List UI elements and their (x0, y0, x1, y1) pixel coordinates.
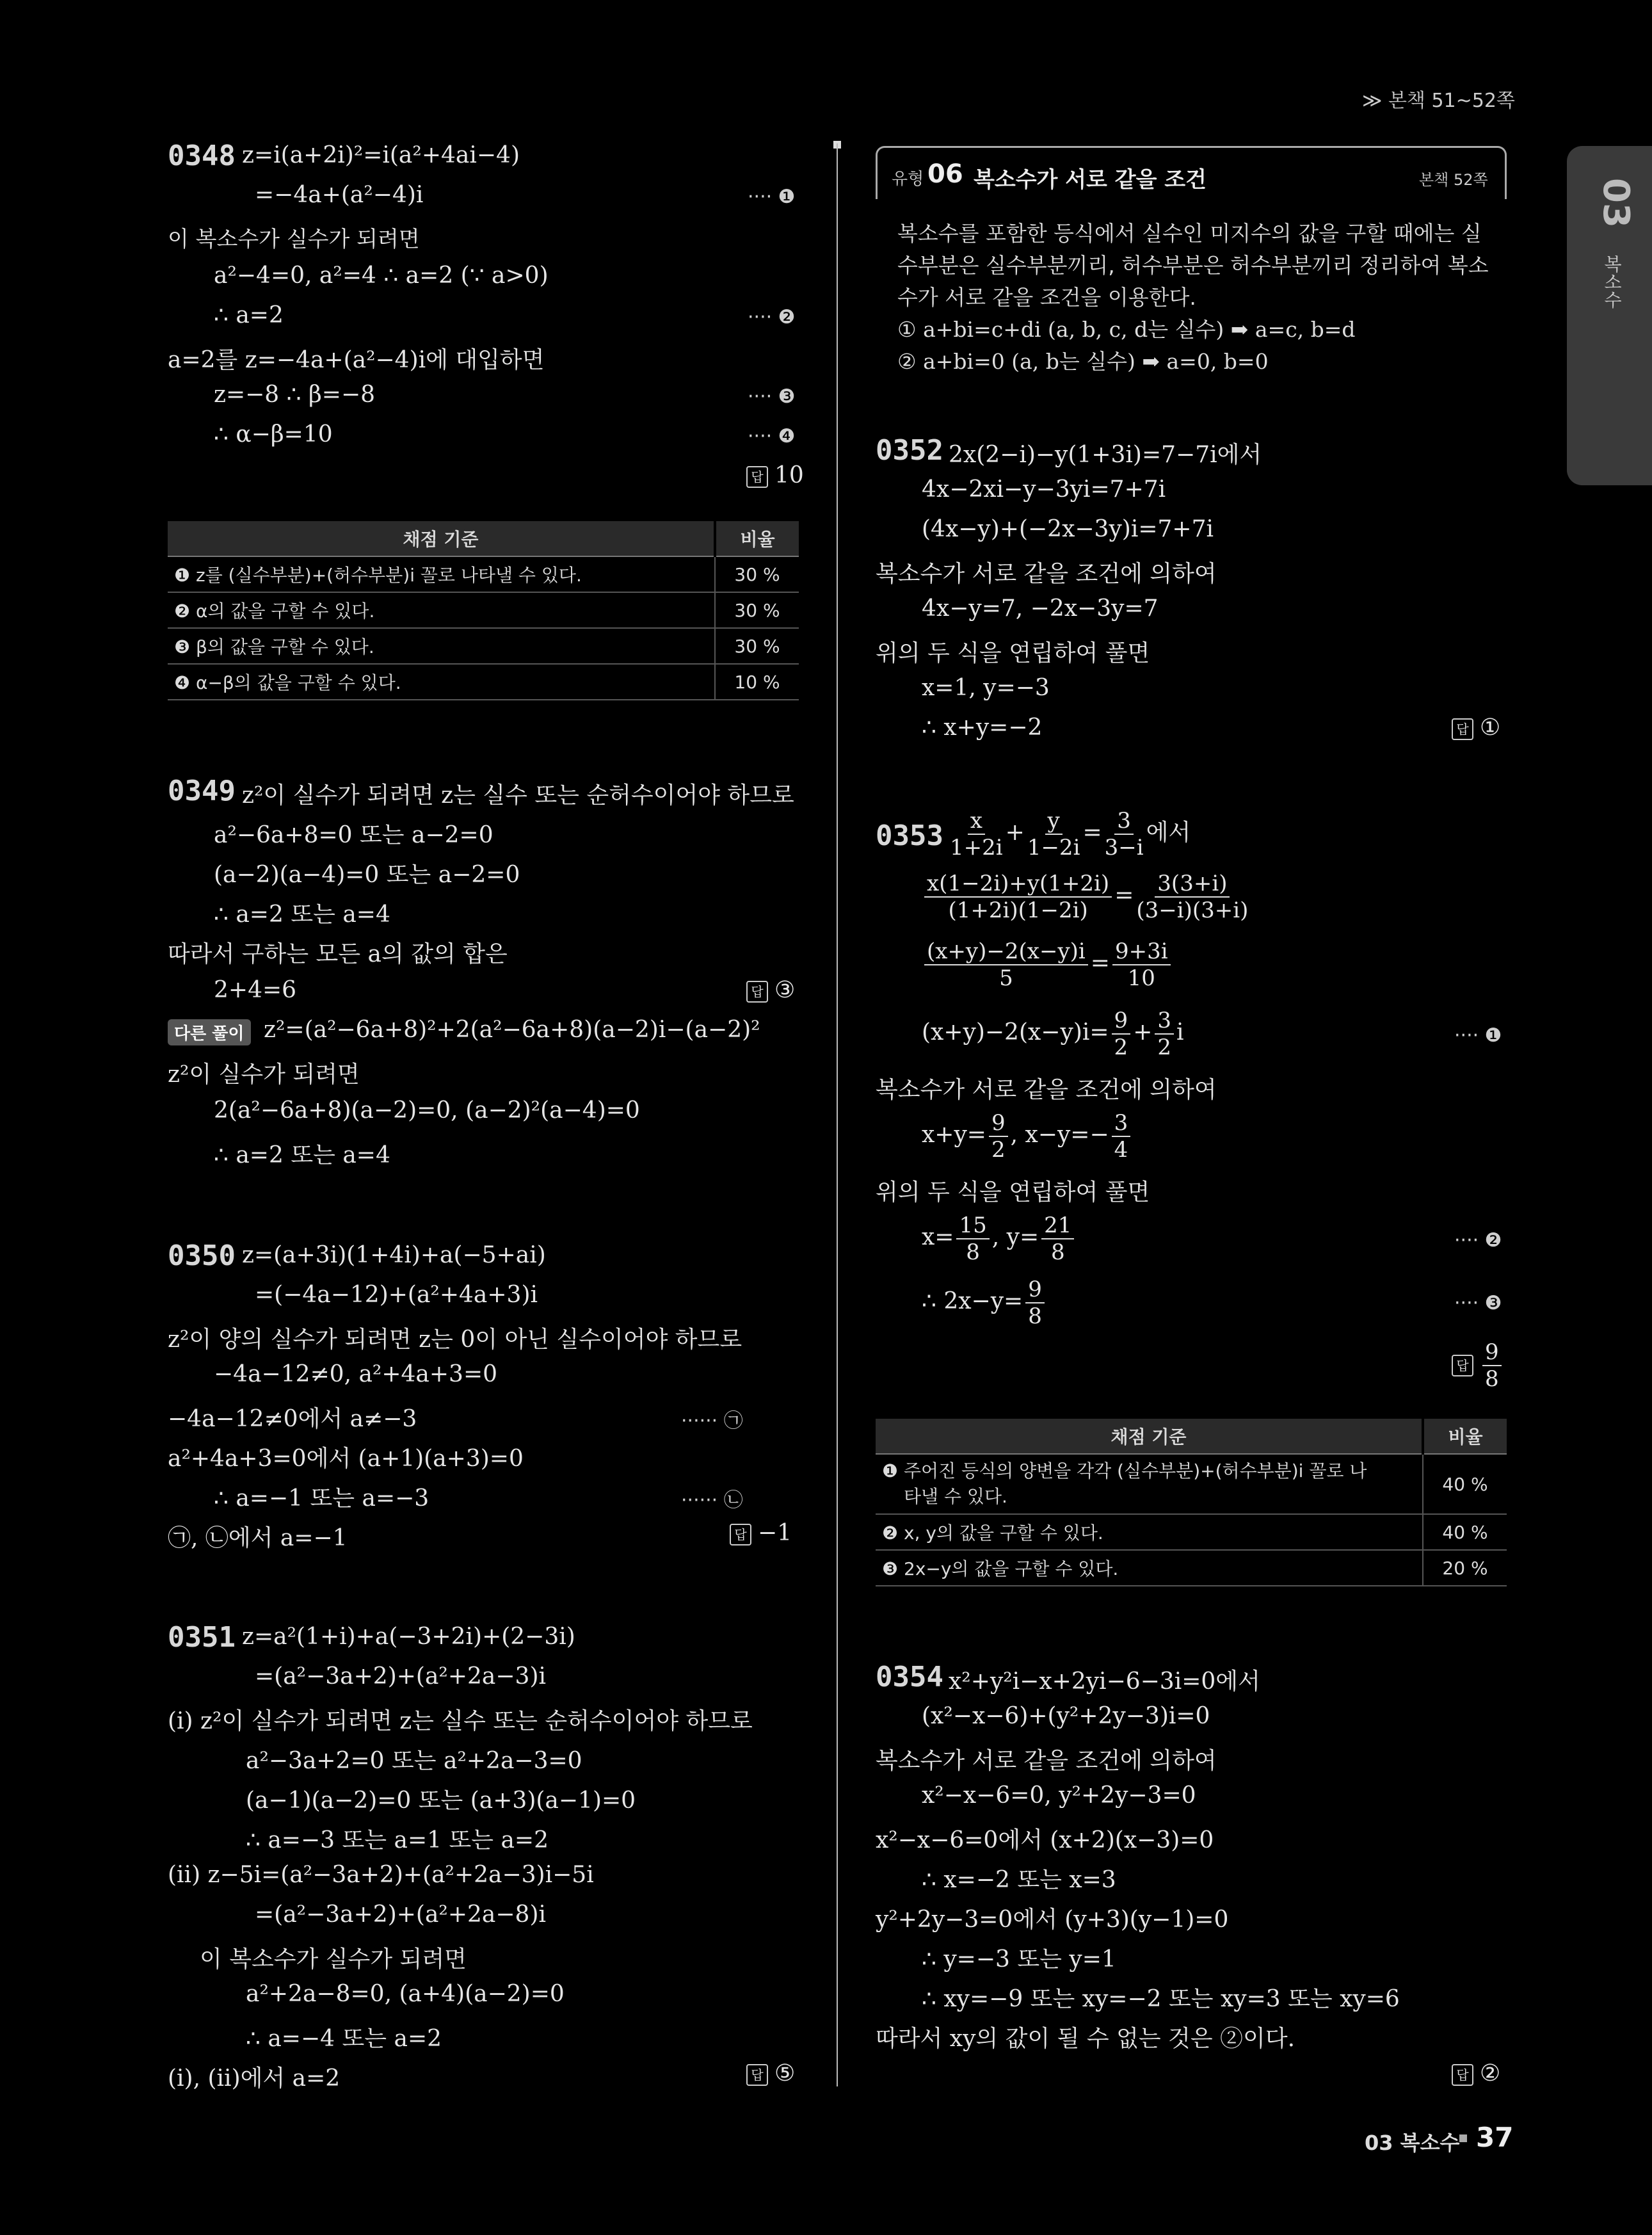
math-line: (4x−y)+(−2x−3y)i=7+7i (922, 516, 1214, 542)
math-line: z=−8 ∴ β=−8 (214, 382, 376, 408)
math-line: z=(a+3i)(1+4i)+a(−5+ai) (242, 1242, 546, 1268)
text-line: 위의 두 식을 연립하여 풀면 (876, 640, 1150, 666)
step-mark-1: ···· ❶ (748, 186, 796, 208)
table-row: ❷ x, y의 값을 구할 수 있다. 40 % (876, 1514, 1507, 1550)
text-line: 따라서 구하는 모든 a의 값의 합은 (168, 941, 508, 967)
type-06-header (876, 146, 1507, 199)
math-line: (ⅱ) z−5i=(a²−3a+2)+(a²+2a−3)i−5i (168, 1862, 594, 1888)
math-line: x²−x−6=0, y²+2y−3=0 (922, 1782, 1196, 1809)
problem-number: 0350 (168, 1239, 236, 1272)
scoring-table-0348 (168, 521, 799, 700)
math-line: x+y= $\frac{9}{2}$ , x−y=− $\frac{3}{4}$ (922, 1110, 1133, 1163)
math-line: ㉠, ㉡에서 a=−1 (168, 1525, 348, 1551)
table-header-criteria: 채점 기준 (876, 1419, 1423, 1454)
math-line: ∴ x=−2 또는 x=3 (922, 1867, 1116, 1893)
text-line: 위의 두 식을 연립하여 풀면 (876, 1179, 1150, 1206)
math-line: $\frac{(x+y)-2(x-y)i}{5}$ = $\frac{9+3i}{10}$ (922, 939, 1173, 991)
chapter-label: 복소수 (1601, 255, 1623, 309)
math-line: (a−1)(a−2)=0 또는 (a+3)(a−1)=0 (246, 1787, 636, 1814)
math-line: ∴ a=−3 또는 a=1 또는 a=2 (246, 1827, 549, 1853)
text-line: z²이 양의 실수가 되려면 z는 0이 아닌 실수이어야 하므로 (168, 1327, 742, 1353)
table-row: ❶ z를 (실수부분)+(허수부분)i 꼴로 나타낼 수 있다. 30 % (168, 556, 799, 592)
answer-icon: 답 (1452, 718, 1473, 740)
math-line: z=a²(1+i)+a(−3+2i)+(2−3i) (242, 1624, 575, 1650)
answer: 답 $\frac{9}{8}$ (1452, 1339, 1504, 1392)
answer-icon: 답 (746, 2064, 768, 2086)
math-line: z²=(a²−6a+8)²+2(a²−6a+8)(a−2)i−(a−2)² (264, 1017, 760, 1043)
math-line: ∴ a=2 또는 a=4 (214, 901, 390, 928)
step-mark-4: ···· ❹ (748, 425, 796, 448)
ref-mark-a: ······ ㉠ (681, 1410, 743, 1432)
table-row: ❹ α−β의 값을 구할 수 있다. 10 % (168, 664, 799, 700)
math-line: ∴ α−β=10 (214, 421, 333, 448)
text-line: 이 복소수가 실수가 되려면 (168, 227, 420, 252)
type-ref: 본책 52쪽 (1419, 171, 1488, 189)
step-mark-1: ···· ❶ (1454, 1024, 1502, 1047)
step-mark-3: ···· ❸ (748, 385, 796, 408)
table-row: ❶ 주어진 등식의 양변을 각각 (실수부분)+(허수부분)i 꼴로 나 타낼 수 있다. 40 % (876, 1454, 1507, 1514)
math-line: 2x(2−i)−y(1+3i)=7−7i에서 (949, 442, 1262, 468)
math-line: =(−4a−12)+(a²+4a+3)i (255, 1282, 538, 1308)
text-line: 복소수가 서로 같을 조건에 의하여 (876, 1748, 1217, 1774)
table-row: ❷ α의 값을 구할 수 있다. 30 % (168, 592, 799, 628)
text-line: 복소수가 서로 같을 조건에 의하여 (876, 561, 1217, 587)
math-line: a²+2a−8=0, (a+4)(a−2)=0 (246, 1981, 565, 2007)
math-line: a²−3a+2=0 또는 a²+2a−3=0 (246, 1748, 582, 1774)
alt-solution-badge: 다른 풀이 (168, 1019, 251, 1045)
math-line: =(a²−3a+2)+(a²+2a−8)i (255, 1901, 547, 1928)
math-line: (ⅰ), (ⅱ)에서 a=2 (168, 2065, 341, 2092)
step-mark-2: ···· ❷ (748, 306, 796, 328)
answer: 답 ③ (746, 977, 795, 1003)
math-line: $\frac{x}{1+2i}$ + $\frac{y}{1-2i}$ = $\frac{3}{3-i}$ 에서 (950, 808, 1191, 860)
column-divider (837, 143, 838, 2086)
math-line: (x+y)−2(x−y)i= $\frac{9}{2}$ + $\frac{3}{2}$ i (922, 1008, 1184, 1060)
problem-number: 0351 (168, 1621, 236, 1654)
page-number: 37 (1476, 2122, 1514, 2153)
text-line: (ⅰ) z²이 실수가 되려면 z는 실수 또는 순허수이어야 하므로 (168, 1708, 753, 1734)
answer-icon: 답 (1452, 2064, 1473, 2086)
math-line: a²−6a+8=0 또는 a−2=0 (214, 822, 493, 848)
footer-chapter: 03 복소수 (1365, 2131, 1460, 2155)
math-line: ∴ a=−1 또는 a=−3 (214, 1485, 429, 1512)
table-header-ratio: 비율 (715, 521, 799, 556)
page-reference: ≫ 본책 51~52쪽 (1362, 90, 1515, 112)
table-row: ❸ 2x−y의 값을 구할 수 있다. 20 % (876, 1550, 1507, 1586)
type-label: 유형 (892, 170, 924, 189)
math-line: ∴ 2x−y= $\frac{9}{8}$ (922, 1277, 1047, 1329)
table-row: ❸ β의 값을 구할 수 있다. 30 % (168, 628, 799, 664)
ref-mark-b: ······ ㉡ (681, 1489, 743, 1512)
problem-number: 0354 (876, 1661, 943, 1693)
type-06-description: 복소수를 포함한 등식에서 실수인 미지수의 값을 구할 때에는 실 수부분은 실수부분끼리, 허수부분은 허수부분끼리 정리하여 복소 수가 서로 같을 조건을 이용한다. ① a+bi=c+di (a, b, c, d는 실수) ➡ a=c, b=d ② a+bi=0 (a, b는 실수) ➡ a=0, b=0 (897, 221, 1489, 374)
answer-icon: 답 (1452, 1355, 1473, 1376)
math-line: (a−2)(a−4)=0 또는 a−2=0 (214, 862, 520, 888)
type-number: 06 (927, 159, 963, 189)
math-line: ∴ xy=−9 또는 xy=−2 또는 xy=3 또는 xy=6 (922, 1986, 1400, 2012)
math-line: −4a−12≠0에서 a≠−3 (168, 1406, 417, 1432)
math-line: a=2를 z=−4a+(a²−4)i에 대입하면 (168, 347, 545, 373)
step-mark-2: ···· ❷ (1454, 1229, 1502, 1252)
answer: 답 −1 (730, 1520, 792, 1546)
problem-number: 0352 (876, 434, 943, 467)
math-line: ∴ x+y=−2 (922, 714, 1043, 741)
problem-number: 0348 (168, 140, 236, 172)
math-line: a²−4=0, a²=4 ∴ a=2 (∵ a>0) (214, 262, 549, 289)
table-header-criteria: 채점 기준 (168, 521, 715, 556)
footer-square-icon (1459, 2134, 1467, 2142)
math-line: ∴ a=−4 또는 a=2 (246, 2026, 442, 2052)
type-title: 복소수가 서로 같을 조건 (974, 167, 1207, 193)
answer: 답 ② (1452, 2060, 1500, 2086)
math-line: x²−x−6=0에서 (x+2)(x−3)=0 (876, 1827, 1214, 1853)
text-line: 이 복소수가 실수가 되려면 (200, 1946, 467, 1973)
math-line: ∴ a=2 (214, 302, 284, 328)
text-line: 따라서 xy의 값이 될 수 없는 것은 ②이다. (876, 2026, 1295, 2052)
math-line: x=1, y=−3 (922, 675, 1050, 701)
math-line: y²+2y−3=0에서 (y+3)(y−1)=0 (876, 1907, 1229, 1933)
chapter-side-tab (1567, 146, 1652, 485)
step-mark-3: ···· ❸ (1454, 1292, 1502, 1314)
math-line: (x²−x−6)+(y²+2y−3)i=0 (922, 1703, 1210, 1729)
math-line: =−4a+(a²−4)i (255, 182, 424, 208)
math-line: $\frac{x(1-2i)+y(1+2i)}{(1+2i)(1-2i)}$ = $\frac{3(3+i)}{(3-i)(3+i)}$ (922, 871, 1251, 923)
answer: 답 ① (1452, 714, 1500, 741)
problem-number: 0349 (168, 775, 236, 807)
answer-icon: 답 (746, 466, 768, 488)
math-line: 4x−2xi−y−3yi=7+7i (922, 476, 1166, 503)
chapter-number: 03 (1595, 178, 1637, 228)
math-line: z²이 실수가 되려면 z는 실수 또는 순허수이어야 하므로 (242, 782, 794, 809)
math-line: a²+4a+3=0에서 (a+1)(a+3)=0 (168, 1446, 524, 1472)
text-line: z²이 실수가 되려면 (168, 1061, 360, 1088)
math-line: ∴ a=2 또는 a=4 (214, 1142, 390, 1168)
answer-icon: 답 (746, 981, 768, 1003)
math-line: −4a−12≠0, a²+4a+3=0 (214, 1361, 498, 1387)
text-line: 복소수가 서로 같을 조건에 의하여 (876, 1077, 1217, 1103)
math-line: 2+4=6 (214, 977, 297, 1003)
table-header-ratio: 비율 (1423, 1419, 1507, 1454)
math-line: z=i(a+2i)²=i(a²+4ai−4) (242, 142, 520, 168)
answer: 답 10 (746, 462, 804, 488)
math-line: ∴ y=−3 또는 y=1 (922, 1946, 1116, 1973)
math-line: x²+y²i−x+2yi−6−3i=0에서 (949, 1668, 1260, 1695)
math-line: 2(a²−6a+8)(a−2)=0, (a−2)²(a−4)=0 (214, 1097, 640, 1124)
scoring-table-0353 (876, 1419, 1507, 1586)
math-line: =(a²−3a+2)+(a²+2a−3)i (255, 1663, 547, 1690)
answer: 답 ⑤ (746, 2060, 795, 2086)
math-line: 4x−y=7, −2x−3y=7 (922, 595, 1159, 622)
answer-icon: 답 (730, 1524, 751, 1545)
problem-number: 0353 (876, 819, 943, 852)
math-line: x= $\frac{15}{8}$ , y= $\frac{21}{8}$ (922, 1213, 1077, 1265)
